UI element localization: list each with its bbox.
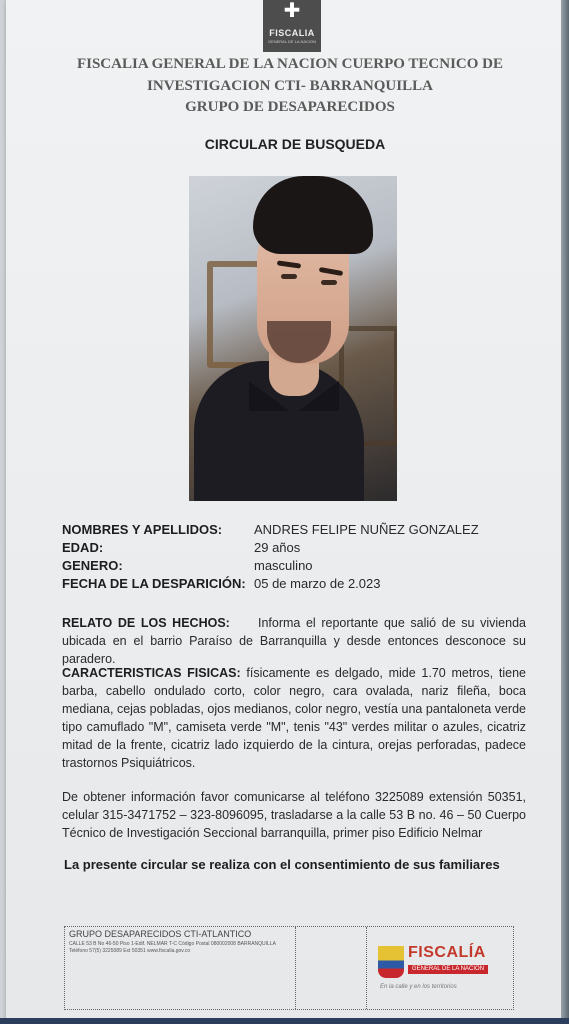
physical-text: físicamente es delgado, mide 1.70 metros, tiene barba, cabello ondulado corto, color negro, cara ovalada, nariz fileña, boca mediana, cejas pobladas, ojos medianos, color negro, vestía una pantaloneta verde tipo camuflado "M", camiseta verde "M", tenis "43" verdes militar o azules, cicatriz mitad de la frente, cicatriz lado izquierdo de la cintura, orejas perforadas, padece trastornos Psiquiátricos. xyxy=(62,666,526,770)
age-value: 29 años xyxy=(254,540,301,555)
facts-paragraph xyxy=(62,614,526,668)
facts-text: Informa el reportante que salió de su vivienda ubicada en el barrio Paraíso de Barranquilla y desde entonces desconoce su paradero. xyxy=(62,616,526,666)
fiscalia-top-logo xyxy=(263,0,321,52)
footer-logo-bar: GENERAL DE LA NACIÓN xyxy=(408,965,488,974)
logo-name: FISCALIA xyxy=(269,28,315,38)
physical-label: CARACTERISTICAS FISICAS: xyxy=(62,666,241,680)
gender-value: masculino xyxy=(254,558,313,573)
facts-label: RELATO DE LOS HECHOS: xyxy=(62,616,230,630)
footer-address: CALLE 53 B No 46-50 Piso 1-Edif. NELMAR T-C Código Postal 080002008 BARRANQUILLA Teléfono 57(5) 3225089 Ext 50351 www.fiscalia.gov.co xyxy=(69,941,276,954)
footer-logo-word: FISCALÍA xyxy=(408,944,486,961)
cross-emblem-icon: ✚ xyxy=(283,0,301,22)
logo-subtitle: GENERAL DE LA NACION xyxy=(267,39,317,44)
age-label: EDAD: xyxy=(62,540,104,555)
consent-note: La presente circular se realiza con el consentimiento de sus familiares xyxy=(64,857,500,872)
colombia-shield-icon xyxy=(378,946,404,978)
header-line-1: FISCALIA GENERAL DE LA NACION CUERPO TECNICO DE xyxy=(76,56,504,72)
footer-slogan: En la calle y en los territorios xyxy=(380,984,457,990)
date-value: 05 de marzo de 2.023 xyxy=(254,576,381,591)
footer-address-col xyxy=(65,927,296,1009)
screen-edge xyxy=(561,0,569,1024)
name-label: NOMBRES Y APELLIDOS: xyxy=(62,522,223,537)
name-value: ANDRES FELIPE NUÑEZ GONZALEZ xyxy=(254,522,479,537)
physical-paragraph xyxy=(62,664,526,772)
bottom-edge xyxy=(0,1018,569,1024)
header-line-3: GRUPO DE DESAPARECIDOS xyxy=(185,99,395,115)
fiscalia-footer-logo xyxy=(378,944,490,994)
gender-label: GENERO: xyxy=(62,558,123,573)
footer-group: GRUPO DESAPARECIDOS CTI-ATLANTICO xyxy=(69,929,252,939)
missing-person-photo xyxy=(189,176,397,501)
footer-divider-col xyxy=(296,927,367,1009)
date-label: FECHA DE LA DESPARICIÓN: xyxy=(62,576,246,591)
page-title: CIRCULAR DE BUSQUEDA xyxy=(204,136,386,152)
contact-paragraph: De obtener información favor comunicarse al teléfono 3225089 extensión 50351, celular 315-3471752 – 323-8096095, trasladarse a la calle 53 B no. 46 – 50 Cuerpo Técnico de Investigación Seccional barranquilla, primer piso Edificio Nelmar xyxy=(62,790,526,840)
header-line-2: INVESTIGACION CTI- BARRANQUILLA xyxy=(147,78,433,94)
